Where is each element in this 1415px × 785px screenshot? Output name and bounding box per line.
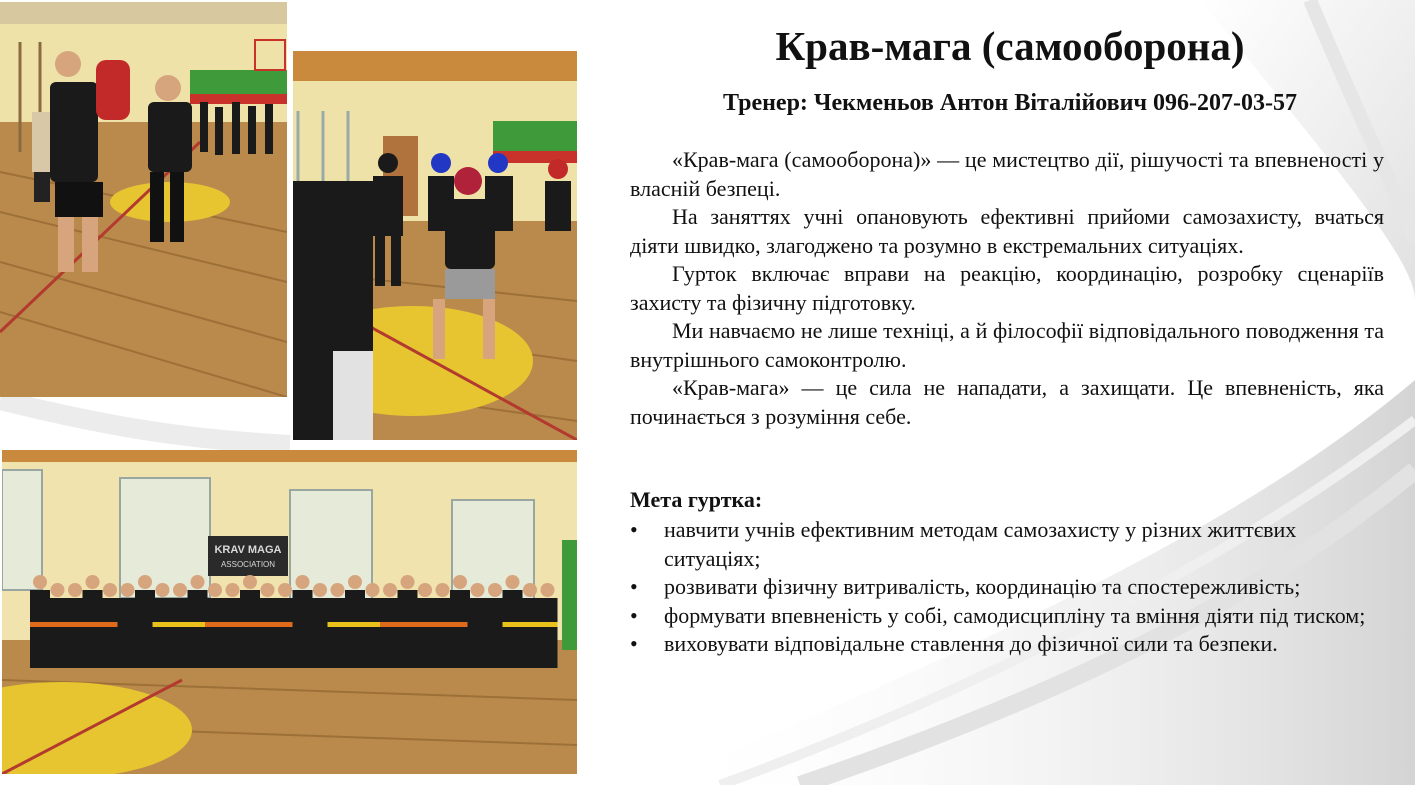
page-title: Крав-мага (самооборона) [775,23,1245,69]
goal-text: навчити учнів ефективним методам самозахисту у різних життєвих ситуаціях; [664,517,1297,571]
goal-text: розвивати фізичну витривалість, координацію та спостережливість; [664,574,1301,599]
coach-info: Тренер: Чекменьов Антон Віталійович 096-207-03-57 [723,90,1297,116]
goal-item [630,516,1384,573]
goals-heading: Мета гуртка: [630,487,763,512]
goal-text: формувати впевненість у собі, самодисципліну та вміння діяти під тиском; [664,602,1366,628]
description-paragraph: Ми навчаємо не лише техніці, а й філософії відповідального поводження та внутрішнього самоконтролю. [630,318,1384,372]
goal-item [630,630,1384,659]
banner-text-top: KRAV MAGA [214,544,282,556]
description [630,146,1384,431]
banner-text-bottom: ASSOCIATION [220,560,276,569]
description-paragraph: «Крав-мага» — це сила не нападати, а захищати. Це впевненість, яка починається з розуміння себе. [630,375,1384,429]
bullet-icon: • [630,602,638,628]
training-photo-pads [0,2,287,397]
goal-item [630,602,1384,631]
goals-list [630,516,1384,659]
group-photo [2,450,577,774]
description-paragraph: «Крав-мага (самооборона)» — це мистецтво дії, рішучості та впевненості у власній безпеці. [630,147,1384,201]
training-photo-sparring [293,51,577,440]
description-paragraph: Гурток включає вправи на реакцію, координацію, розробку сценаріїв захисту та фізичну підготовку. [630,261,1384,315]
bullet-icon: • [630,574,638,599]
bullet-icon: • [630,517,638,542]
goal-item [630,573,1384,602]
description-paragraph: На заняттях учні опановують ефективні прийоми самозахисту, вчаться діяти швидко, злагоджено та розумно в екстремальних ситуаціях. [630,204,1384,258]
bullet-icon: • [630,631,638,656]
goal-text: виховувати відповідальне ставлення до фізичної сили та безпеки. [664,631,1278,656]
